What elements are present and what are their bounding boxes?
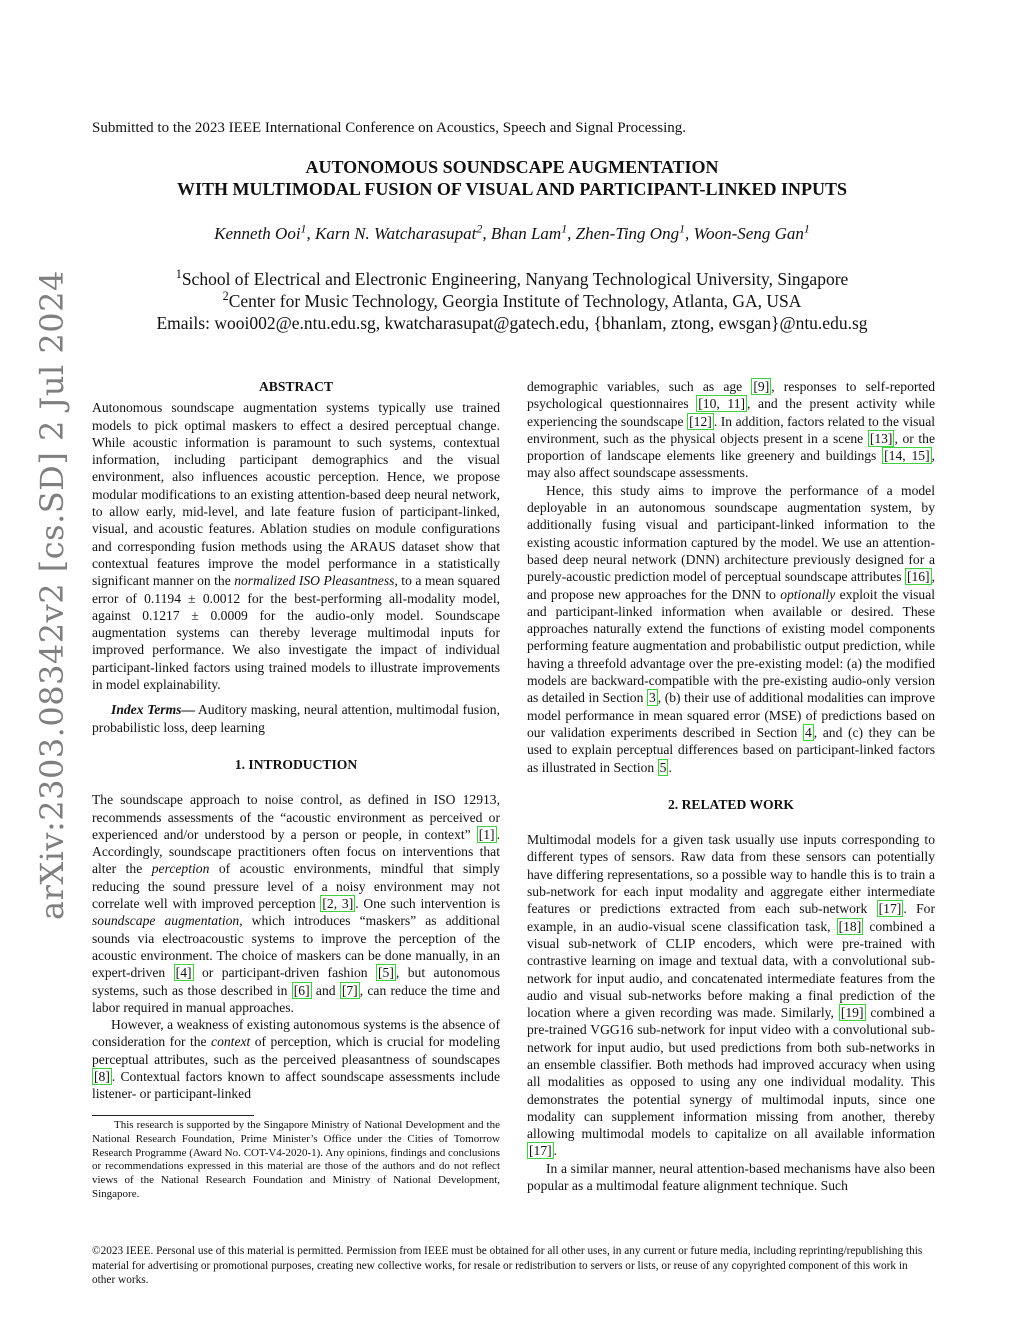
citation-link[interactable]: [9] (753, 379, 770, 394)
affiliation-mark: 2 (222, 289, 229, 304)
author-affiliation-mark: 1 (803, 221, 810, 236)
left-column (92, 378, 500, 1103)
citation-link[interactable]: [13] (869, 430, 893, 446)
citation-link[interactable]: [2, 3] (322, 896, 354, 912)
section-link[interactable]: 4 (804, 724, 812, 740)
introduction-paragraph-1: The soundscape approach to noise control, as defined in ISO 12913, recommends assessments of the “acoustic environment as perceived or experienced and/or understood by a person or people, in context” [1] . Accordingly, soundscape practitioners often focus on interventions that alter the perception of acoustic environments, mindful that simply reducing the sound pressure level of a noisy environment may not correlate well with improved perception [2, 3] . One such intervention is soundscape augmentation, which introduces “maskers” as additional sounds via electroacoustic systems to improve the perception of the acoustic environment. The choice of maskers can be done manually, in an expert-driven [4] or participant-driven fashion [5] , but autonomous systems, such as those described in [6] and [7] , can reduce the time and labor required in manual approaches. (92, 792, 500, 1015)
submission-note: Submitted to the 2023 IEEE International Conference on Acoustics, Speech and Signal Processing. (92, 120, 687, 136)
introduction-paragraph-2: However, a weakness of existing autonomous systems is the absence of consideration for the context of perception, which is crucial for modeling perceptual attributes, such as the perceived pleasantness of soundscapes [8] . Contextual factors known to affect soundscape assessments include listener- or participant-linked (92, 1017, 500, 1102)
introduction-heading: 1. INTRODUCTION (234, 756, 358, 772)
section-link[interactable]: 3 (648, 690, 656, 706)
author-name: Zhen-Ting Ong (575, 224, 680, 243)
paper-title-line-2: WITH MULTIMODAL FUSION OF VISUAL AND PARTICIPANT-LINKED INPUTS (177, 179, 847, 199)
affiliation-2 (0, 290, 1024, 312)
related-work-heading: 2. RELATED WORK (667, 796, 794, 812)
abstract-heading: ABSTRACT (258, 379, 334, 394)
author-affiliation-mark: 2 (476, 221, 483, 236)
right-paragraph-2: Hence, this study aims to improve the performance of a model deployable in an autonomous soundscape augmentation system, by additionally fusing visual and participant-linked information to the existing acoustic information captured by the model. We use an attention-based deep neural network (DNN) architecture previously designed for a purely-acoustic prediction model of perceptual soundscape attributes [16] , and propose new approaches for the DNN to optionally exploit the visual and participant-linked information when available or desired. These approaches naturally extend the functions of existing model components performing feature augmentation and probabilistic output prediction, while having a threefold advantage over the pre-existing model: (a) the modified models are backward-compatible with the pre-existing audio-only version as detailed in Section 3 , (b) their use of additional modalities can improve model performance in mean squared error (MSE) of predictions based on our validation experiments described in Section 4 , and (c) they can be used to explain perceptual differences based on participant-linked factors as illustrated in Section 5 . (527, 482, 936, 775)
citation-link[interactable]: [10, 11] (698, 396, 746, 412)
footnote-rule (92, 1115, 254, 1116)
citation-link[interactable]: [18] (838, 918, 862, 934)
funding-footnote: This research is supported by the Singapore Ministry of National Development and the National Research Foundation, Prime Minister’s Office under the Cities of Tomorrow Research Programme (Award No. COT-V4-2020-1). Any opinions, findings and conclusions or recommendations expressed in this material are those of the authors and do not reflect views of the National Research Foundation and Ministry of National Development, Singapore. (92, 1119, 500, 1200)
author-emails: Emails: wooi002@e.ntu.edu.sg, kwatcharasupat@gatech.edu, {bhanlam, ztong, ewsgan}@ntu.edu.sg (156, 313, 868, 333)
citation-link[interactable]: [19] (840, 1005, 864, 1021)
citation-link[interactable]: [12] (689, 413, 712, 429)
affiliation-mark: 1 (175, 267, 182, 282)
affiliation-text: Center for Music Technology, Georgia Institute of Technology, Atlanta, GA, USA (228, 291, 802, 311)
affiliation-text: School of Electrical and Electronic Engineering, Nanyang Technological University, Singapore (181, 269, 849, 289)
citation-link[interactable]: [4] (175, 965, 192, 981)
citation-link[interactable]: [5] (378, 965, 394, 981)
affiliation-1 (0, 268, 1024, 290)
citation-link[interactable]: [1] (478, 826, 495, 842)
author-name: Karn N. Watcharasupat (315, 224, 477, 243)
citation-link[interactable]: [7] (341, 982, 358, 998)
citation-link[interactable]: [16] (906, 569, 930, 585)
author-affiliation-mark: 1 (679, 221, 686, 236)
right-paragraph-1: demographic variables, such as age [9] , responses to self-reported psychological questionnaires [10, 11] , and the present activity while experiencing the soundscape [12] . In addition, factors related to the visual environment, such as the physical objects present in a scene [13] , or the proportion of landscape elements like greenery and buildings [14, 15] , may also affect soundscape assessments. (527, 379, 936, 481)
related-work-paragraph-1: Multimodal models for a given task usually use inputs corresponding to different types of sensors. Raw data from these sensors can potentially have differing representations, so a possible way to handle this is to train a sub-network for each input modality and aggregate either intermediate features or predictions extracted from each sub-network [17] . For example, in an audio-visual scene classification task, [18] combined a visual sub-network of CLIP encoders, which were pre-trained with contrastive learning on image and textual data, with a convolutional sub-network for input audio, and concatenated intermediate features from the audio and visual sub-networks before making a final prediction of the location where a given recording was made. Similarly, [19] combined a pre-trained VGG16 sub-network for input video with a convolutional sub-network for input audio, but used predictions from both sub-networks in an ensemble classifier. Both methods had improved accuracy when using all modalities as opposed to using any one individual modality. This demonstrates the potential synergy of multimodal inputs, since one modality can supplement information missing from another, thereby allowing multimodal models to capitalize on all available information [17] . (527, 832, 936, 1159)
index-terms-label: Index Terms— (111, 702, 196, 718)
author-name: Bhan Lam (490, 224, 562, 243)
abstract-text: Autonomous soundscape augmentation systems typically use trained models to pick optimal maskers to effect a desired perceptual change. While acoustic information is paramount to such systems, contextual information, including participant demographics and the visual environment, also influences acoustic perception. Hence, we propose modular modifications to an existing attention-based deep neural network, to allow early, mid-level, and late feature fusion of participant-linked, visual, and acoustic features. Ablation studies on module configurations and corresponding fusion methods using the ARAUS dataset show that contextual features improve the model performance in a statistically significant manner on the normalized ISO Pleasantness, to a mean squared error of 0.1194 ± 0.0012 for the best-performing all-modality model, against 0.1217 ± 0.0009 for the audio-only model. Soundscape augmentation systems can thereby leverage multimodal inputs for improved performance. We also investigate the impact of individual participant-linked factors using trained models to illustrate improvements in model explainability. (92, 400, 501, 693)
citation-link[interactable]: [14, 15] (884, 448, 930, 464)
copyright-notice: ©2023 IEEE. Personal use of this material is permitted. Permission from IEEE must be obtained for all other uses, in any current or future media, including reprinting/republishing this material for advertising or promotional purposes, creating new collective works, for resale or redistribution to servers or lists, or reuse of any copyrighted component of this work in other works. (92, 1245, 923, 1287)
author-affiliation-mark: 1 (300, 221, 307, 236)
right-column (527, 378, 935, 1194)
citation-link[interactable]: [8] (94, 1068, 110, 1084)
section-link[interactable]: 5 (659, 759, 667, 775)
citation-link[interactable]: [17] (878, 901, 902, 917)
paper-title-line-1: AUTONOMOUS SOUNDSCAPE AUGMENTATION (305, 157, 719, 177)
citation-link[interactable]: [17] (529, 1143, 552, 1159)
author-list: Kenneth Ooi$^1$, Karn N. Watcharasupat$^2$, Bhan Lam$^1$, Zhen-Ting Ong$^1$, Woon-Seng Gan$^1$ (214, 221, 810, 243)
index-terms (92, 701, 500, 736)
index-terms-text: Auditory masking, neural attention, multimodal fusion, probabilistic loss, deep learning (92, 702, 500, 735)
author-affiliation-mark: 1 (561, 221, 568, 236)
author-name: Kenneth Ooi (214, 224, 301, 243)
arxiv-stamp: arXiv:2303.08342v2 [cs.SD] 2 Jul 2024 (33, 270, 71, 920)
citation-link[interactable]: [6] (293, 982, 310, 998)
author-name: Woon-Seng Gan (693, 224, 804, 243)
related-work-paragraph-2: In a similar manner, neural attention-based mechanisms have also been popular as a multimodal feature alignment technique. Such (527, 1160, 935, 1194)
